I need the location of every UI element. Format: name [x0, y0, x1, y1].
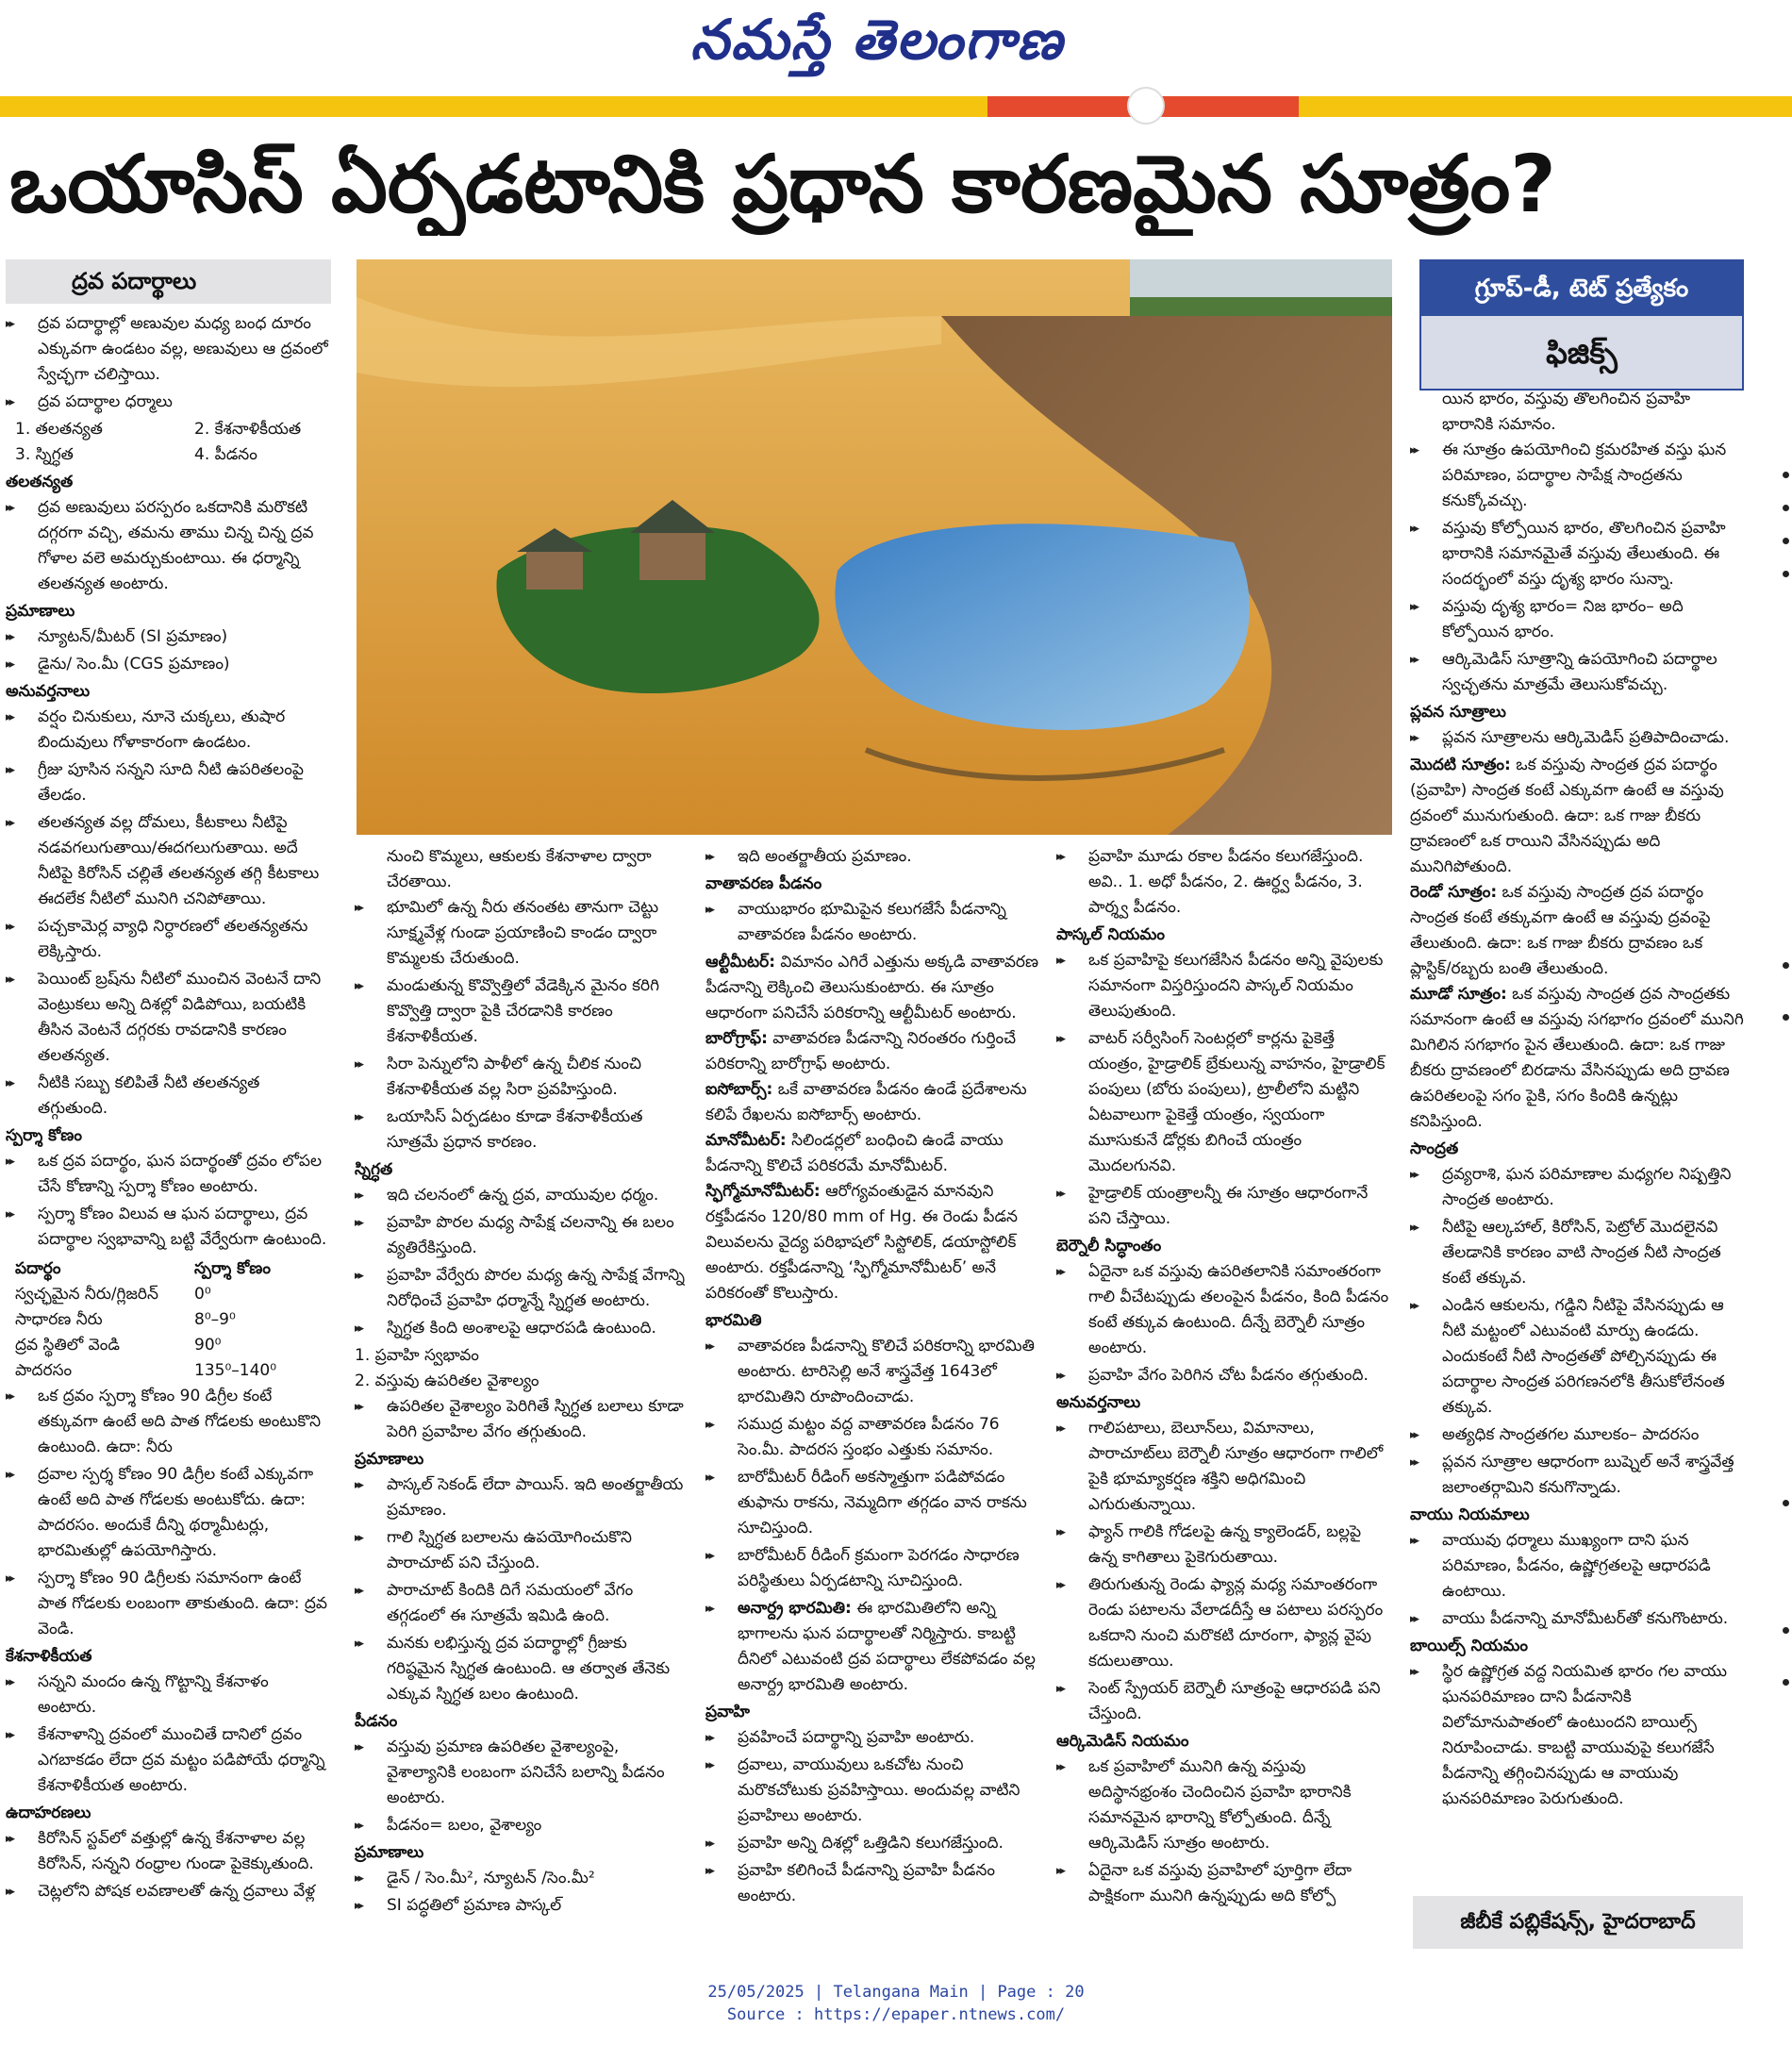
- list-item: ▸▸ ప్రవాహి వేర్వేరు పొరల మధ్య ఉన్న సాపేక్ష వేగాన్ని నిరోధించే ప్రవాహి ధర్మాన్నే స్నిగ్ధత అంటారు.: [355, 1263, 685, 1314]
- list-item: ▸▸ ద్రవ అణువులు పరస్పరం ఒకదానికి మరొకటి దగ్గరగా వచ్చి, తమను తాము చిన్న చిన్న ద్రవ గోళాల వలె అమర్చుకుంటాయి. ఈ ధర్మాన్ని తలతన్యత అంటారు.: [6, 495, 331, 597]
- term: రెండో సూత్రం:: [1410, 883, 1498, 902]
- bullet-dot: [1783, 571, 1789, 577]
- list-item: ▸▸ SI పద్ధతిలో ప్రమాణ పాస్కల్: [355, 1893, 685, 1919]
- second-law: [1410, 880, 1745, 982]
- table-header: స్పర్శా కోణం: [194, 1259, 271, 1278]
- definition: ఒక వస్తువు సాంద్రత ద్రవ సాంద్రతకు సమానంగా ఉంటే ఆ వస్తువు సగభాగం ద్రవంలో మునిగి మిగిలిన సగభాగం పైన తేలుతుంది. ఉదా: ఒక గాజు బీకరు ద్రావణంలో బిరడాను వేసినప్పుడు అది ద్రావణ ఉపరితలంపై సగం పైకి, సగం కిందికి ఉన్నట్లు కనిపిస్తుంది.: [1410, 985, 1744, 1131]
- edition-info: 25/05/2025 | Telangana Main | Page : 20: [707, 1983, 1085, 2002]
- table-header: పదార్థం: [15, 1259, 61, 1278]
- list-item: ▸▸ ప్రవాహి కలిగించే పీడనాన్ని ప్రవాహి పీడనం అంటారు.: [705, 1858, 1040, 1909]
- list-item: ▸▸ నీటిపై ఆల్కహాల్, కిరోసిన్, పెట్రోల్ మొదలైనవి తేలడానికి కారణం వాటి సాంద్రత నీటి సాంద్రత కంటే తక్కువ.: [1410, 1215, 1745, 1291]
- subheading: పీడనం: [355, 1712, 398, 1731]
- subheading: భారమితి: [705, 1311, 762, 1330]
- list-item: ▸▸ ఒయాసిస్ ఏర్పడటం కూడా కేశనాళికీయత సూత్రమే ప్రధాన కారణం.: [355, 1105, 685, 1156]
- list-item: 1. తలతన్యత: [15, 420, 103, 439]
- list-item: ▸▸ ఒక ప్రవాహిపై కలుగజేసిన పీడనం అన్ని వైపులకు సమానంగా విస్తరిస్తుందని పాస్కల్ నియమం తెలుపుతుంది.: [1056, 948, 1391, 1024]
- term: మొదటి సూత్రం:: [1410, 756, 1511, 774]
- list-item: ▸▸ ప్రవాహి అన్ని దిశల్లో ఒత్తిడిని కలుగజేస్తుంది.: [705, 1831, 1040, 1856]
- list-item: ▸▸ ద్రవాల స్పర్శ కోణం 90 డిగ్రీల కంటే ఎక్కువగా ఉంటే అది పాత గోడలకు అంటుకోదు. ఉదా: పాదరసం. అందుకే దీన్ని థర్మామీటర్లు, భారమితుల్లో ఉపయోగిస్తారు.: [6, 1462, 331, 1564]
- bullet-dot: [1783, 538, 1789, 544]
- list-item: ▸▸ పీడనం= బలం, వైశాల్యం: [355, 1813, 685, 1838]
- list-item: ▸▸ సిరా పెన్నులోని పాళీలో ఉన్న చీలిక నుంచి కేశనాళికీయత వల్ల సిరా ప్రవహిస్తుంది.: [355, 1052, 685, 1103]
- definition: ఒక వస్తువు సాంద్రత ద్రవ పదార్థం సాంద్రత కంటే తక్కువగా ఉంటే ఆ వస్తువు ద్రవంపై తేలుతుంది. ఉదా: ఒక గాజు బీకరు ద్రావణం ఒక ప్లాస్టిక్/రబ్బరు బంతి తేలుతుంది.: [1410, 883, 1711, 978]
- column-1: [6, 259, 331, 1971]
- list-item: ▸▸ తలతన్యత వల్ల దోమలు, కీటకాలు నీటిపై నడవగలుగుతాయి/ఈదగలుగుతాయి. అదే నీటిపై కిరోసిన్ చల్లితే తలతన్యత తగ్గి కీటకాలు ఈదలేక నీటిలో మునిగి చనిపోతాయి.: [6, 810, 331, 912]
- list-item: ▸▸ వస్తువు ప్రమాణ ఉపరితల వైశాల్యంపై, వైశాల్యానికి లంబంగా పనిచేసే బలాన్ని పీడనం అంటారు.: [355, 1735, 685, 1811]
- list-item: ▸▸ ద్రవ్యరాశి, ఘన పరిమాణాల మధ్యగల నిష్పత్తిని సాంద్రత అంటారు.: [1410, 1162, 1745, 1213]
- bullet-dot: [1783, 1627, 1789, 1634]
- list-item: ▸▸ గాలిపటాలు, బెలూన్‌లు, విమానాలు, పారాచూట్‌లు బెర్నౌలీ సూత్రం ఆధారంగా గాలిలో పైకి భూమ్యాకర్షణ శక్తిని అధిగమించి ఎగురుతున్నాయి.: [1056, 1416, 1391, 1518]
- definition-manometer: [705, 1128, 1040, 1179]
- bullet-dot: [1783, 505, 1789, 511]
- list-item: ▸▸ సముద్ర మట్టం వద్ద వాతావరణ పీడనం 76 సెం.మీ. పాదరస స్తంభం ఎత్తుకు సమానం.: [705, 1412, 1040, 1463]
- subheading: సాంద్రత: [1410, 1139, 1459, 1158]
- subheading: స్పర్శా కోణం: [6, 1126, 82, 1145]
- masthead-bar: [0, 96, 1792, 117]
- subheading: అనువర్తనాలు: [1056, 1393, 1141, 1412]
- list-item: ▸▸ వాయువు ధర్మాలు ముఖ్యంగా దాని ఘన పరిమాణం, పీడనం, ఉష్ణోగ్రతలపై ఆధారపడి ఉంటాయి.: [1410, 1528, 1745, 1604]
- column-2: [355, 844, 685, 1971]
- list-item: ▸▸ ప్రవాహి వేగం పెరిగిన చోట పీడనం తగ్గుతుంది.: [1056, 1363, 1391, 1388]
- list-item: ▸▸ ఒక ద్రవ పదార్థం, ఘన పదార్థంతో ద్రవం లోపల చేసే కోణాన్ని స్పర్శా కోణం అంటారు.: [6, 1149, 331, 1200]
- list-item: ▸▸ వస్తువు కోల్పోయిన భారం, తొలగించిన ప్రవాహి భారానికి సమానమైతే వస్తువు తేలుతుంది. ఈ సందర్భంలో వస్తు దృశ్య భారం సున్నా.: [1410, 516, 1745, 592]
- list-item: ▸▸ పచ్చకామెర్ల వ్యాధి నిర్ధారణలో తలతన్యతను లెక్కిస్తారు.: [6, 914, 331, 965]
- column-4: [1056, 844, 1391, 1971]
- list-item: ▸▸ సెంట్ స్ప్రేయర్ బెర్నౌలీ సూత్రంపై ఆధారపడి పని చేస్తుంది.: [1056, 1676, 1391, 1727]
- definition: ఈ భారమితిలోని అన్ని భాగాలను ఘన పదార్థాలతో నిర్మిస్తారు. కాబట్టి దీనిలో ఎటువంటి ద్రవ పదార్థాలు లేకపోవడం వల్ల అనార్ద్ర భారమితి అంటారు.: [738, 1599, 1036, 1694]
- table-cell: 135⁰–140⁰: [194, 1361, 277, 1380]
- list-item: ▸▸ ఆర్కిమెడిస్ సూత్రాన్ని ఉపయోగించి పదార్థాల స్వచ్ఛతను మాత్రమే తెలుసుకోవచ్చు.: [1410, 647, 1745, 698]
- definition: ఆరోగ్యవంతుడైన మానవుని రక్తపీడనం 120/80 mm of Hg. ఈ రెండు పీడన విలువలను వైద్య పరిభాషలో సిస్టోలిక్, డయాస్టోలిక్ అంటారు. రక్తపీడనాన్ని ‘స్ఫిగ్మోమానోమీటర్’ అనే పరికరంతో కొలుస్తారు.: [705, 1182, 1018, 1303]
- list-item: ▸▸ ఎండిన ఆకులను, గడ్డిని నీటిపై వేసినప్పుడు ఆ నీటి మట్టంలో ఎటువంటి మార్పు ఉండదు. ఎందుకంటే నీటి సాంద్రతతో పోల్చినప్పుడు ఈ పదార్థాల సాంద్రత పరిగణనలోకి తీసుకోలేనంత తక్కువ.: [1410, 1293, 1745, 1421]
- bullet-dot: [1783, 962, 1789, 969]
- list-item: ▸▸ డైను/ సెం.మీ (CGS ప్రమాణం): [6, 652, 331, 677]
- list-item: ▸▸ ఫ్యాన్ గాలికి గోడలపై ఉన్న క్యాలెండర్, బల్లపై ఉన్న కాగితాలు పైకెగురుతాయి.: [1056, 1520, 1391, 1571]
- publisher-credit: జీబీకే పబ్లికేషన్స్, హైదరాబాద్: [1413, 1896, 1743, 1949]
- subheading: కేశనాళికీయత: [6, 1647, 92, 1666]
- list-item: ▸▸ పారాచూట్ కిందికి దిగే సమయంలో వేగం తగ్గడంలో ఈ సూత్రమే ఇమిడి ఉంది.: [355, 1578, 685, 1629]
- list-item: ▸▸ నీటికి సబ్బు కలిపితే నీటి తలతన్యత తగ్గుతుంది.: [6, 1071, 331, 1122]
- list-item: ▸▸ స్పర్శా కోణం 90 డిగ్రీలకు సమానంగా ఉంటే పాత గోడలకు లంబంగా తాకుతుంది. ఉదా: ద్రవ వెండి.: [6, 1566, 331, 1642]
- definition: ఒక వస్తువు సాంద్రత ద్రవ పదార్థం (ప్రవాహి) సాంద్రత కంటే ఎక్కువగా ఉంటే ఆ వస్తువు ద్రవంలో మునుగుతుంది. ఉదా: ఒక గాజు బీకరు ద్రావణంలో ఒక రాయిని వేసినప్పుడు అది మునిగిపోతుంది.: [1410, 756, 1724, 876]
- column-5: [1410, 387, 1745, 1887]
- table-cell: పాదరసం: [15, 1361, 73, 1380]
- list-item: ▸▸ మనకు లభిస్తున్న ద్రవ పదార్థాల్లో గ్రీజుకు గరిష్ఠమైన స్నిగ్ధత ఉంటుంది. ఆ తర్వాత తేనెకు ఎక్కువ స్నిగ్ధత బలం ఉంటుంది.: [355, 1631, 685, 1707]
- adjacent-page-edge: [1754, 132, 1792, 1981]
- subheading: బాయిల్స్ నియమం: [1410, 1637, 1529, 1655]
- term: స్ఫిగ్మోమానోమీటర్:: [705, 1182, 821, 1201]
- list-item: ▸▸ న్యూటన్/మీటర్ (SI ప్రమాణం): [6, 624, 331, 650]
- subheading: ప్రమాణాలు: [6, 602, 75, 621]
- bullet-dot: [1783, 1679, 1789, 1686]
- series-box: [1419, 259, 1744, 391]
- list-item: ▸▸ ఏదైనా ఒక వస్తువు ప్రవాహిలో పూర్తిగా లేదా పాక్షికంగా మునిగి ఉన్నప్పుడు అది కోల్పో: [1056, 1858, 1391, 1909]
- list-item: ▸▸ బారోమీటర్ రీడింగ్ అకస్మాత్తుగా పడిపోవడం తుఫాను రాకను, నెమ్మదిగా తగ్గడం వాన రాకను సూచిస్తుంది.: [705, 1465, 1040, 1541]
- list-item: ▸▸ కిరోసిన్ స్టవ్‌లో వత్తుల్లో ఉన్న కేశనాళాల వల్ల కిరోసిన్, సన్నని రంధ్రాల గుండా పైకెక్కుతుంది.: [6, 1826, 331, 1877]
- list-item: ▸▸ స్నిగ్ధత కింది అంశాలపై ఆధారపడి ఉంటుంది.: [355, 1316, 685, 1341]
- bullet-dot: [1783, 472, 1789, 478]
- definition-aneroid-barometer: [705, 1596, 1040, 1698]
- subheading: పాస్కల్ నియమం: [1056, 925, 1166, 944]
- list-item: ▸▸ ఒక ప్రవాహిలో మునిగి ఉన్న వస్తువు అదిస్థానభ్రంశం చెందించిన ప్రవాహి భారానికి సమానమైన భారాన్ని కోల్పోతుంది. దీన్నే ఆర్కిమెడిస్ సూత్రం అంటారు.: [1056, 1754, 1391, 1856]
- list-item: ▸▸ స్పర్శా కోణం విలువ ఆ ఘన పదార్థాలు, ద్రవ పదార్థాల స్వభావాన్ని బట్టి వేర్వేరుగా ఉంటుంది.: [6, 1202, 331, 1253]
- subheading: వాయు నియమాలు: [1410, 1505, 1530, 1524]
- first-law: [1410, 753, 1745, 880]
- term: ఆల్టీమీటర్:: [705, 953, 776, 972]
- subject-title: ఫిజిక్స్: [1546, 335, 1618, 371]
- term: మానోమీటర్:: [705, 1131, 787, 1150]
- list-item: ▸▸ వర్షం చినుకులు, నూనె చుక్కలు, తుషార బిందువులు గోళాకారంగా ఉండటం.: [6, 705, 331, 756]
- third-law: [1410, 982, 1745, 1135]
- oasis-photo: [357, 259, 1392, 835]
- definition-isobars: [705, 1077, 1040, 1128]
- list-item: ▸▸ సన్నని మందం ఉన్న గొట్టాన్ని కేశనాళం అంటారు.: [6, 1670, 331, 1721]
- list-item: ▸▸ పాస్కల్ సెకండ్ లేదా పాయిస్. ఇది అంతర్జాతీయ ప్రమాణం.: [355, 1472, 685, 1523]
- list-item: ▸▸ తిరుగుతున్న రెండు ఫ్యాన్ల మధ్య సమాంతరంగా రెండు పటాలను వేలాడదీస్తే ఆ పటాలు పరస్పరం ఒకదాని నుంచి మరొకటి దూరంగా, ఫ్యాన్ల వైపు కదులుతాయి.: [1056, 1572, 1391, 1674]
- list-item: ▸▸ ఏదైనా ఒక వస్తువు ఉపరితలానికి సమాంతరంగా గాలి వీచేటప్పుడు తలంపైన పీడనం, కింది పీడనం కంటే తక్కువ ఉంటుంది. దీన్నే బెర్నౌలీ సూత్రం అంటారు.: [1056, 1259, 1391, 1361]
- contact-angle-table: [6, 1255, 331, 1384]
- table-cell: స్వచ్ఛమైన నీరు/గ్లిజరిన్: [15, 1285, 158, 1304]
- table-cell: ద్రవ స్థితిలో వెండి: [15, 1336, 120, 1355]
- term: అనార్ద్ర భారమితి:: [738, 1599, 852, 1618]
- masthead: [0, 0, 1792, 94]
- list-item: ▸▸ పెయింట్ బ్రష్‌ను నీటిలో ముంచిన వెంటనే దాని వెంట్రుకలు అన్ని దిశల్లో విడిపోయి, బయటికి తీసిన వెంటనే దగ్గరకు రావడానికి కారణం తలతన్యత.: [6, 967, 331, 1069]
- list-item: ▸▸ వాటర్ సర్వీసింగ్ సెంటర్లలో కార్లను పైకెత్తే యంత్రం, హైడ్రాలిక్ బ్రేకులున్న వాహనం, హైడ్రాలిక్ పంపులు (బోరు పంపులు), ట్రాలీలోని మట్టిని ఏటవాలుగా పైకెత్తే యంత్రం, స్వయంగా మూసుకునే డోర్లకు బిగించే యంత్రం మొదలగునవి.: [1056, 1026, 1391, 1179]
- list-item: ▸▸ అత్యధిక సాంద్రతగల మూలకం– పాదరసం: [1410, 1422, 1745, 1448]
- paragraph: యిన భారం, వస్తువు తొలగించిన ప్రవాహి భారానికి సమానం.: [1442, 390, 1691, 434]
- oasis-illustration: [357, 259, 1392, 835]
- headline: ఒయాసిస్ ఏర్పడటానికి ప్రధాన కారణమైన సూత్రం?: [9, 138, 1556, 230]
- list-item: ▸▸ ప్రవాహి పొరల మధ్య సాపేక్ష చలనాన్ని ఈ బలం వ్యతిరేకిస్తుంది.: [355, 1210, 685, 1261]
- list-item: ▸▸ ప్లవన సూత్రాల ఆధారంగా బుష్నెల్ అనే శాస్త్రవేత్త జలాంతర్గామిని కనుగొన్నాడు.: [1410, 1450, 1745, 1501]
- subheading: ప్రవాహి: [705, 1703, 750, 1721]
- source-link[interactable]: Source : https://epaper.ntnews.com/: [726, 2005, 1066, 2024]
- term: ఐసోబార్స్:: [705, 1080, 773, 1099]
- list-item: ▸▸ వాయుభారం భూమిపైన కలుగజేసే పీడనాన్ని వాతావరణ పీడనం అంటారు.: [705, 897, 1040, 948]
- list-item: ▸▸ హైడ్రాలిక్ యంత్రాలన్నీ ఈ సూత్రం ఆధారంగానే పని చేస్తాయి.: [1056, 1181, 1391, 1232]
- list-item: 4. పీడనం: [194, 445, 257, 464]
- subheading: ఆర్కిమెడిస్ నియమం: [1056, 1732, 1189, 1751]
- list-item: ▸▸ ప్రవాహి మూడు రకాల పీడనం కలుగజేస్తుంది. అవి.. 1. అధో పీడనం, 2. ఊర్ధ్వ పీడనం, 3. పార్శ్వ పీడనం.: [1056, 844, 1391, 921]
- list-item: ▸▸ స్థిర ఉష్ణోగ్రత వద్ద నియమిత భారం గల వాయు ఘనపరిమాణం దాని పీడనానికి విలోమానుపాతంలో ఉంటుందని బాయిల్స్ నిరూపించాడు. కాబట్టి వాయువుపై కలుగజేసే పీడనాన్ని తగ్గించినప్పుడు ఆ వాయువు ఘనపరిమాణం పెరుగుతుంది.: [1410, 1659, 1745, 1812]
- list-item: ▸▸ ప్రవహించే పదార్థాన్ని ప్రవాహి అంటారు.: [705, 1725, 1040, 1751]
- definition-sphygmomanometer: [705, 1179, 1040, 1306]
- list-item: ▸▸ ద్రవాలు, వాయువులు ఒకచోట నుంచి మరొకచోటుకు ప్రవహిస్తాయి. అందువల్ల వాటిని ప్రవాహిలు అంటారు.: [705, 1753, 1040, 1829]
- list-item: 1. ప్రవాహి స్వభావం: [355, 1346, 479, 1365]
- bullet-dot: [1783, 1014, 1789, 1021]
- definition: వాతావరణ పీడనాన్ని నిరంతరం గుర్తించే పరికరాన్ని బారోగ్రాఫ్ అంటారు.: [705, 1029, 1017, 1073]
- subheading: ప్లవన సూత్రాలు: [1410, 703, 1506, 722]
- list-item: ▸▸ గాలి స్నిగ్ధత బలాలను ఉపయోగించుకొని పారాచూట్ పని చేస్తుంది.: [355, 1525, 685, 1576]
- subheading: ఉదాహరణలు: [6, 1804, 91, 1822]
- table-cell: 8⁰–9⁰: [194, 1310, 236, 1329]
- page-footer: [0, 1981, 1792, 2026]
- list-item: ▸▸ వాయు పీడనాన్ని మానోమీటర్‌తో కనుగొంటారు.: [1410, 1606, 1745, 1632]
- section-heading: ద్రవ పదార్థాలు: [6, 259, 331, 304]
- table-cell: సాధారణ నీరు: [15, 1310, 103, 1329]
- list-item: ▸▸ బారోమీటర్ రీడింగ్ క్రమంగా పెరగడం సాధారణ పరిస్థితులు ఏర్పడటాన్ని సూచిస్తుంది.: [705, 1543, 1040, 1594]
- table-cell: 0⁰: [194, 1285, 211, 1304]
- subheading: తలతన్యత: [6, 473, 74, 491]
- list-item: ▸▸ ఇది అంతర్జాతీయ ప్రమాణం.: [705, 844, 1040, 870]
- list-item: ▸▸ మండుతున్న కొవ్వొత్తిలో వేడెక్కిన మైనం కరిగి కొవ్వొత్తి ద్వారా పైకి చేరడానికి కారణం కేశనాళికీయత.: [355, 973, 685, 1050]
- list-item: ▸▸ ఉపరితల వైశాల్యం పెరిగితే స్నిగ్ధత బలాలు కూడా పెరిగి ప్రవాహిల వేగం తగ్గుతుంది.: [355, 1394, 685, 1445]
- subheading: అనువర్తనాలు: [6, 682, 91, 701]
- list-item: ▸▸ ప్లవన సూత్రాలను ఆర్కిమెడిస్ ప్రతిపాదించాడు.: [1410, 725, 1745, 751]
- definition-altimeter: [705, 950, 1040, 1026]
- property-list: [6, 417, 331, 468]
- bullet-dot: [1783, 1500, 1789, 1506]
- list-item: ▸▸ వాతావరణ పీడనాన్ని కొలిచే పరికరాన్ని భారమితి అంటారు. టారిసెల్లి అనే శాస్త్రవేత్త 1643లో భారమితిని రూపొందించాడు.: [705, 1334, 1040, 1410]
- series-title: గ్రూప్-డీ, టెట్ ప్రత్యేకం: [1421, 261, 1742, 316]
- column-3: [705, 844, 1040, 1971]
- list-item: ▸▸ ఒక ద్రవం స్పర్శా కోణం 90 డిగ్రీల కంటే తక్కువగా ఉంటే అది పాత గోడలకు అంటుకొని ఉంటుంది. ఉదా: నీరు: [6, 1384, 331, 1460]
- term: మూడో సూత్రం:: [1410, 985, 1507, 1004]
- subheading: ప్రమాణాలు: [355, 1843, 424, 1862]
- subheading: బెర్నౌలీ సిద్ధాంతం: [1056, 1237, 1162, 1255]
- subheading: వాతావరణ పీడనం: [705, 874, 822, 893]
- list-item: 2. వస్తువు ఉపరితల వైశాల్యం: [355, 1372, 539, 1390]
- definition-barograph: [705, 1026, 1040, 1077]
- list-item: ▸▸ ఈ సూత్రం ఉపయోగించి క్రమరహిత వస్తు ఘన పరిమాణం, పదార్థాల సాపేక్ష సాంద్రతను కనుక్కోవచ్చు.: [1410, 438, 1745, 514]
- subheading: స్నిగ్ధత: [355, 1160, 393, 1179]
- definition: విమానం ఎగిరే ఎత్తును అక్కడి వాతావరణ పీడనాన్ని లెక్కించి తెలుసుకుంటారు. ఈ సూత్రం ఆధారంగా పనిచేసే పరికరాన్ని ఆల్టీమీటర్ అంటారు.: [705, 953, 1039, 1022]
- list-item: ▸▸ భూమిలో ఉన్న నీరు తనంతట తానుగా చెట్టు సూక్ష్మవేళ్ల గుండా ప్రయాణించి కాండం ద్వారా కొమ్మలకు చేరుతుంది.: [355, 895, 685, 972]
- term: బారోగ్రాఫ్:: [705, 1029, 768, 1048]
- list-item: 2. కేశనాళికీయత: [194, 420, 302, 439]
- subheading: ప్రమాణాలు: [355, 1450, 424, 1469]
- list-item: ▸▸ ఇది చలనంలో ఉన్న ద్రవ, వాయువుల ధర్మం.: [355, 1183, 685, 1208]
- list-item: ▸▸ కేశనాళాన్ని ద్రవంలో ముంచితే దానిలో ద్రవం ఎగబాకడం లేదా ద్రవ మట్టం పడిపోయే ధర్మాన్ని కేశనాళికీయత అంటారు.: [6, 1722, 331, 1799]
- definition: సిలిండర్లలో బంధించి ఉండే వాయు పీడనాన్ని కొలిచే పరికరమే మానోమీటర్.: [705, 1131, 1004, 1175]
- definition: ఒకే వాతావరణ పీడనం ఉండే ప్రదేశాలను కలిపే రేఖలను ఐసోబార్స్ అంటారు.: [705, 1080, 1027, 1124]
- table-cell: 90⁰: [194, 1336, 222, 1355]
- newspaper-logo: నమస్తే తెలంగాణ: [690, 8, 1064, 72]
- list-item: ▸▸ చెట్లలోని పోషక లవణాలతో ఉన్న ద్రవాలు వేళ్ల: [6, 1879, 331, 1904]
- list-item: ▸▸ డైన్ / సెం.మీ², న్యూటన్ /సెం.మీ²: [355, 1866, 685, 1891]
- list-item: 3. స్నిగ్ధత: [15, 445, 74, 464]
- list-item: ▸▸ వస్తువు దృశ్య భారం= నిజ భారం– అది కోల్పోయిన భారం.: [1410, 594, 1745, 645]
- list-item: ▸▸ గ్రీజు పూసిన సన్నని సూది నీటి ఉపరితలంపై తేలడం.: [6, 757, 331, 808]
- paragraph: నుంచి కొమ్మలు, ఆకులకు కేశనాళాల ద్వారా చేరతాయి.: [387, 847, 652, 891]
- masthead-dot: [1127, 87, 1165, 125]
- list-item: ▸▸ ద్రవ పదార్థాల ధర్మాలు: [6, 390, 331, 415]
- list-item: ▸▸ ద్రవ పదార్థాల్లో అణువుల మధ్య బంధ దూరం ఎక్కువగా ఉండటం వల్ల, అణువులు ఆ ద్రవంలో స్వేచ్ఛగా చలిస్తాయి.: [6, 311, 331, 388]
